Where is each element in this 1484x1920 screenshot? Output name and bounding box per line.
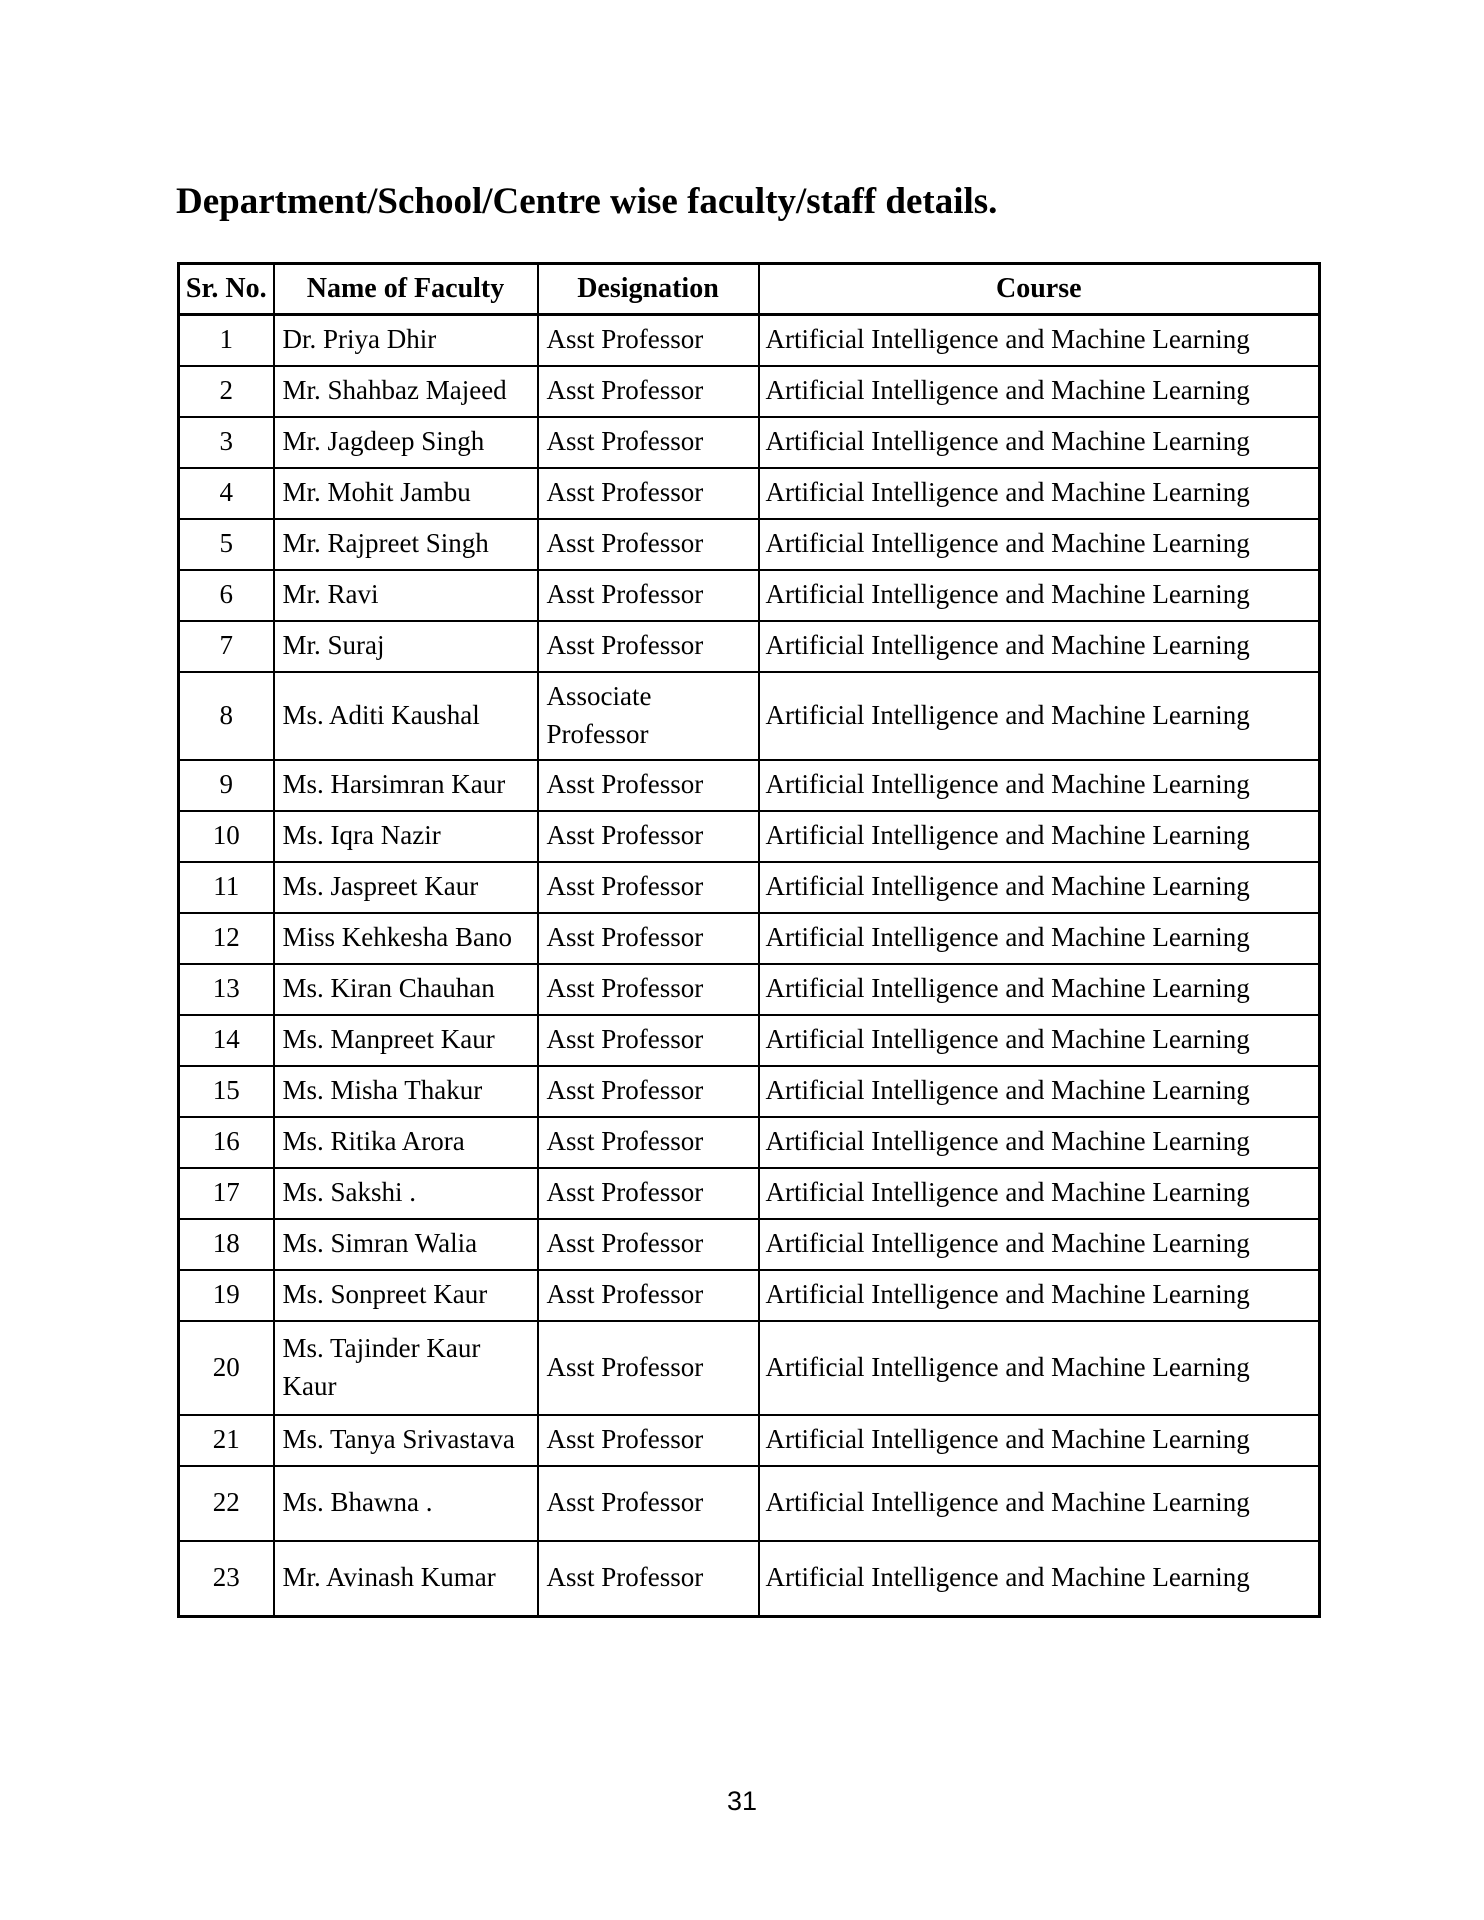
table-row xyxy=(179,1117,1320,1168)
cell-name: Mr. Rajpreet Singh xyxy=(274,519,538,570)
cell-sr: 21 xyxy=(179,1415,274,1466)
faculty-table-body xyxy=(179,315,1320,1617)
cell-desig: Asst Professor xyxy=(538,1270,759,1321)
cell-sr: 12 xyxy=(179,913,274,964)
table-row xyxy=(179,366,1320,417)
cell-course: Artificial Intelligence and Machine Learning xyxy=(759,1415,1320,1466)
cell-course: Artificial Intelligence and Machine Learning xyxy=(759,1117,1320,1168)
cell-course: Artificial Intelligence and Machine Learning xyxy=(759,760,1320,811)
cell-desig: Asst Professor xyxy=(538,1015,759,1066)
cell-sr: 6 xyxy=(179,570,274,621)
cell-desig: Asst Professor xyxy=(538,1415,759,1466)
cell-sr: 14 xyxy=(179,1015,274,1066)
cell-sr: 20 xyxy=(179,1321,274,1415)
cell-desig: Asst Professor xyxy=(538,811,759,862)
cell-sr: 2 xyxy=(179,366,274,417)
cell-desig: Asst Professor xyxy=(538,862,759,913)
cell-desig: Asst Professor xyxy=(538,760,759,811)
table-row xyxy=(179,672,1320,760)
cell-name: Mr. Ravi xyxy=(274,570,538,621)
cell-desig: Asst Professor xyxy=(538,621,759,672)
cell-sr: 18 xyxy=(179,1219,274,1270)
faculty-table-container xyxy=(177,262,1321,1618)
cell-name: Mr. Shahbaz Majeed xyxy=(274,366,538,417)
cell-desig: Asst Professor xyxy=(538,1541,759,1617)
cell-name: Ms. Iqra Nazir xyxy=(274,811,538,862)
table-row xyxy=(179,1415,1320,1466)
cell-desig: Asst Professor xyxy=(538,315,759,366)
table-row xyxy=(179,811,1320,862)
cell-course: Artificial Intelligence and Machine Learning xyxy=(759,1466,1320,1541)
cell-name: Ms. Bhawna . xyxy=(274,1466,538,1541)
table-row xyxy=(179,621,1320,672)
cell-desig: Asst Professor xyxy=(538,1117,759,1168)
cell-course: Artificial Intelligence and Machine Learning xyxy=(759,1015,1320,1066)
cell-name: Ms. Sonpreet Kaur xyxy=(274,1270,538,1321)
cell-sr: 1 xyxy=(179,315,274,366)
cell-course: Artificial Intelligence and Machine Learning xyxy=(759,1541,1320,1617)
cell-name: Mr. Suraj xyxy=(274,621,538,672)
cell-name: Ms. Simran Walia xyxy=(274,1219,538,1270)
cell-name: Ms. Aditi Kaushal xyxy=(274,672,538,760)
cell-desig: Asst Professor xyxy=(538,1466,759,1541)
cell-desig: Asst Professor xyxy=(538,1219,759,1270)
cell-course: Artificial Intelligence and Machine Learning xyxy=(759,570,1320,621)
cell-course: Artificial Intelligence and Machine Learning xyxy=(759,1168,1320,1219)
page-title: Department/School/Centre wise faculty/staff details. xyxy=(176,181,998,222)
page-number: 31 xyxy=(726,1786,758,1816)
cell-sr: 23 xyxy=(179,1541,274,1617)
faculty-table xyxy=(177,262,1321,1618)
cell-desig: Asst Professor xyxy=(538,1168,759,1219)
cell-sr: 3 xyxy=(179,417,274,468)
cell-course: Artificial Intelligence and Machine Learning xyxy=(759,672,1320,760)
cell-name: Ms. Tajinder Kaur Kaur xyxy=(274,1321,538,1415)
cell-name: Dr. Priya Dhir xyxy=(274,315,538,366)
cell-desig: Asst Professor xyxy=(538,468,759,519)
cell-sr: 15 xyxy=(179,1066,274,1117)
cell-sr: 11 xyxy=(179,862,274,913)
table-row xyxy=(179,570,1320,621)
cell-sr: 5 xyxy=(179,519,274,570)
cell-course: Artificial Intelligence and Machine Learning xyxy=(759,913,1320,964)
faculty-table-header xyxy=(179,264,1320,315)
cell-sr: 10 xyxy=(179,811,274,862)
cell-desig: Asst Professor xyxy=(538,519,759,570)
cell-desig: Asst Professor xyxy=(538,964,759,1015)
table-row xyxy=(179,1541,1320,1617)
header-designation: Designation xyxy=(538,264,759,315)
cell-sr: 13 xyxy=(179,964,274,1015)
cell-name: Ms. Tanya Srivastava xyxy=(274,1415,538,1466)
cell-course: Artificial Intelligence and Machine Learning xyxy=(759,417,1320,468)
table-row xyxy=(179,417,1320,468)
cell-name: Mr. Jagdeep Singh xyxy=(274,417,538,468)
cell-course: Artificial Intelligence and Machine Learning xyxy=(759,964,1320,1015)
table-row xyxy=(179,1066,1320,1117)
cell-course: Artificial Intelligence and Machine Learning xyxy=(759,315,1320,366)
table-row xyxy=(179,1219,1320,1270)
header-sr-no: Sr. No. xyxy=(179,264,274,315)
cell-desig: Asst Professor xyxy=(538,913,759,964)
table-row xyxy=(179,1466,1320,1541)
cell-name: Ms. Kiran Chauhan xyxy=(274,964,538,1015)
cell-name: Ms. Misha Thakur xyxy=(274,1066,538,1117)
cell-name: Mr. Mohit Jambu xyxy=(274,468,538,519)
cell-course: Artificial Intelligence and Machine Learning xyxy=(759,519,1320,570)
header-row xyxy=(179,264,1320,315)
cell-name: Ms. Jaspreet Kaur xyxy=(274,862,538,913)
table-row xyxy=(179,315,1320,366)
table-row xyxy=(179,913,1320,964)
cell-sr: 19 xyxy=(179,1270,274,1321)
table-row xyxy=(179,862,1320,913)
cell-name: Miss Kehkesha Bano xyxy=(274,913,538,964)
table-row xyxy=(179,1168,1320,1219)
cell-sr: 4 xyxy=(179,468,274,519)
header-course: Course xyxy=(759,264,1320,315)
cell-sr: 22 xyxy=(179,1466,274,1541)
table-row xyxy=(179,1321,1320,1415)
cell-name: Ms. Ritika Arora xyxy=(274,1117,538,1168)
cell-sr: 9 xyxy=(179,760,274,811)
cell-course: Artificial Intelligence and Machine Learning xyxy=(759,1270,1320,1321)
cell-name: Ms. Manpreet Kaur xyxy=(274,1015,538,1066)
table-row xyxy=(179,468,1320,519)
cell-desig: Asst Professor xyxy=(538,1066,759,1117)
cell-desig: Asst Professor xyxy=(538,570,759,621)
cell-course: Artificial Intelligence and Machine Learning xyxy=(759,811,1320,862)
table-row xyxy=(179,1015,1320,1066)
cell-sr: 17 xyxy=(179,1168,274,1219)
cell-sr: 7 xyxy=(179,621,274,672)
cell-course: Artificial Intelligence and Machine Learning xyxy=(759,366,1320,417)
table-row xyxy=(179,1270,1320,1321)
cell-course: Artificial Intelligence and Machine Learning xyxy=(759,1219,1320,1270)
cell-course: Artificial Intelligence and Machine Learning xyxy=(759,1066,1320,1117)
cell-sr: 16 xyxy=(179,1117,274,1168)
table-row xyxy=(179,964,1320,1015)
table-row xyxy=(179,519,1320,570)
cell-course: Artificial Intelligence and Machine Learning xyxy=(759,862,1320,913)
cell-course: Artificial Intelligence and Machine Learning xyxy=(759,1321,1320,1415)
cell-name: Ms. Sakshi . xyxy=(274,1168,538,1219)
cell-desig: Associate Professor xyxy=(538,672,759,760)
table-row xyxy=(179,760,1320,811)
cell-course: Artificial Intelligence and Machine Learning xyxy=(759,621,1320,672)
cell-desig: Asst Professor xyxy=(538,366,759,417)
header-name: Name of Faculty xyxy=(274,264,538,315)
cell-course: Artificial Intelligence and Machine Learning xyxy=(759,468,1320,519)
cell-desig: Asst Professor xyxy=(538,1321,759,1415)
cell-name: Mr. Avinash Kumar xyxy=(274,1541,538,1617)
cell-desig: Asst Professor xyxy=(538,417,759,468)
cell-sr: 8 xyxy=(179,672,274,760)
cell-name: Ms. Harsimran Kaur xyxy=(274,760,538,811)
